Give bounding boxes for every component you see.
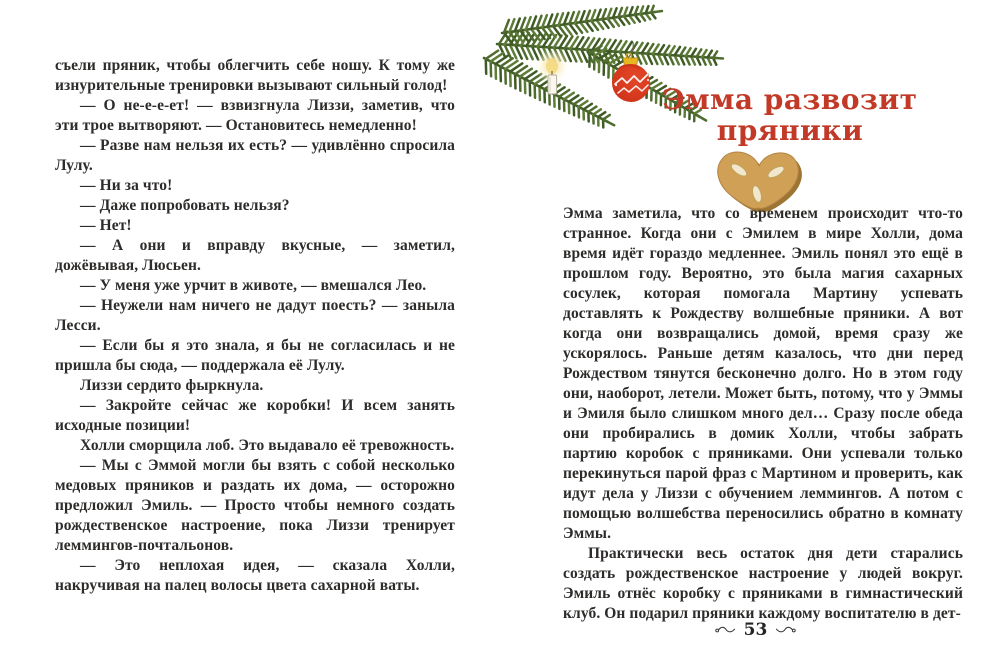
- paragraph: — Если бы я это знала, я бы не согласилась и не пришла бы сюда, — поддержала её Лулу.: [55, 337, 455, 374]
- paragraph: Эмма заметила, что со временем происходит что-то странное. Когда они с Эмилем в мире Холли, дома время идёт гораздо медленнее. Эмиль понял это ещё в прошлом году. Вероятно, это была магия сахарных сосулек, которая помогала Мартину успевать доставлять к Рождеству волшебные пряники. А вот когда они возвращались домой, время сразу же ускорялось. Раньше детям казалось, что дни перед Рождеством тянутся бесконечно долго. Но в этом году они, наоборот, летели. Может быть, потому, что у Эммы и Эмиля было слишком много дел… Сразу после обеда они пробирались в домик Холли, чтобы забрать партию коробок с пряниками. Они успевали только перекинуться парой фраз с Мартином и проверить, как идут дела у Лиззи с обучением леммингов. А потом с помощью волшебства переносились обратно в комнату Эммы.: [563, 205, 963, 542]
- page-number: 53: [743, 620, 768, 640]
- page-number-row: [563, 620, 948, 640]
- paragraph: Холли сморщила лоб. Это выдавало её тревожность.: [80, 437, 455, 454]
- paragraph: — Ни за что!: [80, 177, 173, 194]
- paragraph: — Нет!: [80, 217, 132, 234]
- paragraph: — Разве нам нельзя их есть? — удивлённо спросила Лулу.: [55, 137, 455, 174]
- paragraph: — О не-е-е-ет! — взвизгнула Лиззи, заметив, что эти трое вытворяют. — Остановитесь немедленно!: [55, 97, 455, 134]
- flourish-right-icon: [774, 625, 796, 635]
- paragraph: Практически весь остаток дня дети старались создать рождественское настроение у людей вокруг. Эмиль отнёс коробку с пряниками в гимнастический клуб. Он подарил пряники каждому воспитателю в дет-: [563, 545, 963, 622]
- flourish-left-icon: [715, 625, 737, 635]
- left-page-text: [55, 56, 455, 596]
- paragraph: Лиззи сердито фыркнула.: [80, 377, 264, 394]
- paragraph: — Даже попробовать нельзя?: [80, 197, 290, 214]
- chapter-title: [590, 84, 990, 146]
- paragraph: — Это неплохая идея, — сказала Холли, накручивая на палец волосы цвета сахарной ваты.: [55, 557, 455, 594]
- paragraph: — Неужели нам ничего не дадут поесть? — заныла Лесси.: [55, 297, 455, 334]
- right-page-text: [563, 204, 963, 624]
- paragraph: — Мы с Эммой могли бы взять с собой несколько медовых пряников и раздать их дома, — осторожно предложил Эмиль. — Просто чтобы немного создать рождественское настроение, пока Лиззи тренирует леммингов-почтальонов.: [55, 457, 455, 554]
- paragraph: съели пряник, чтобы облегчить себе ношу. К тому же изнурительные тренировки вызывают сильный голод!: [55, 57, 455, 94]
- paragraph: — Закройте сейчас же коробки! И всем занять исходные позиции!: [55, 397, 455, 434]
- chapter-title-line1: Эмма развозит: [662, 83, 918, 116]
- paragraph: — У меня уже урчит в животе, — вмешался Лео.: [80, 277, 427, 294]
- chapter-title-line2: пряники: [716, 114, 864, 147]
- paragraph: — А они и вправду вкусные, — заметил, дожёвывая, Люсьен.: [55, 237, 455, 274]
